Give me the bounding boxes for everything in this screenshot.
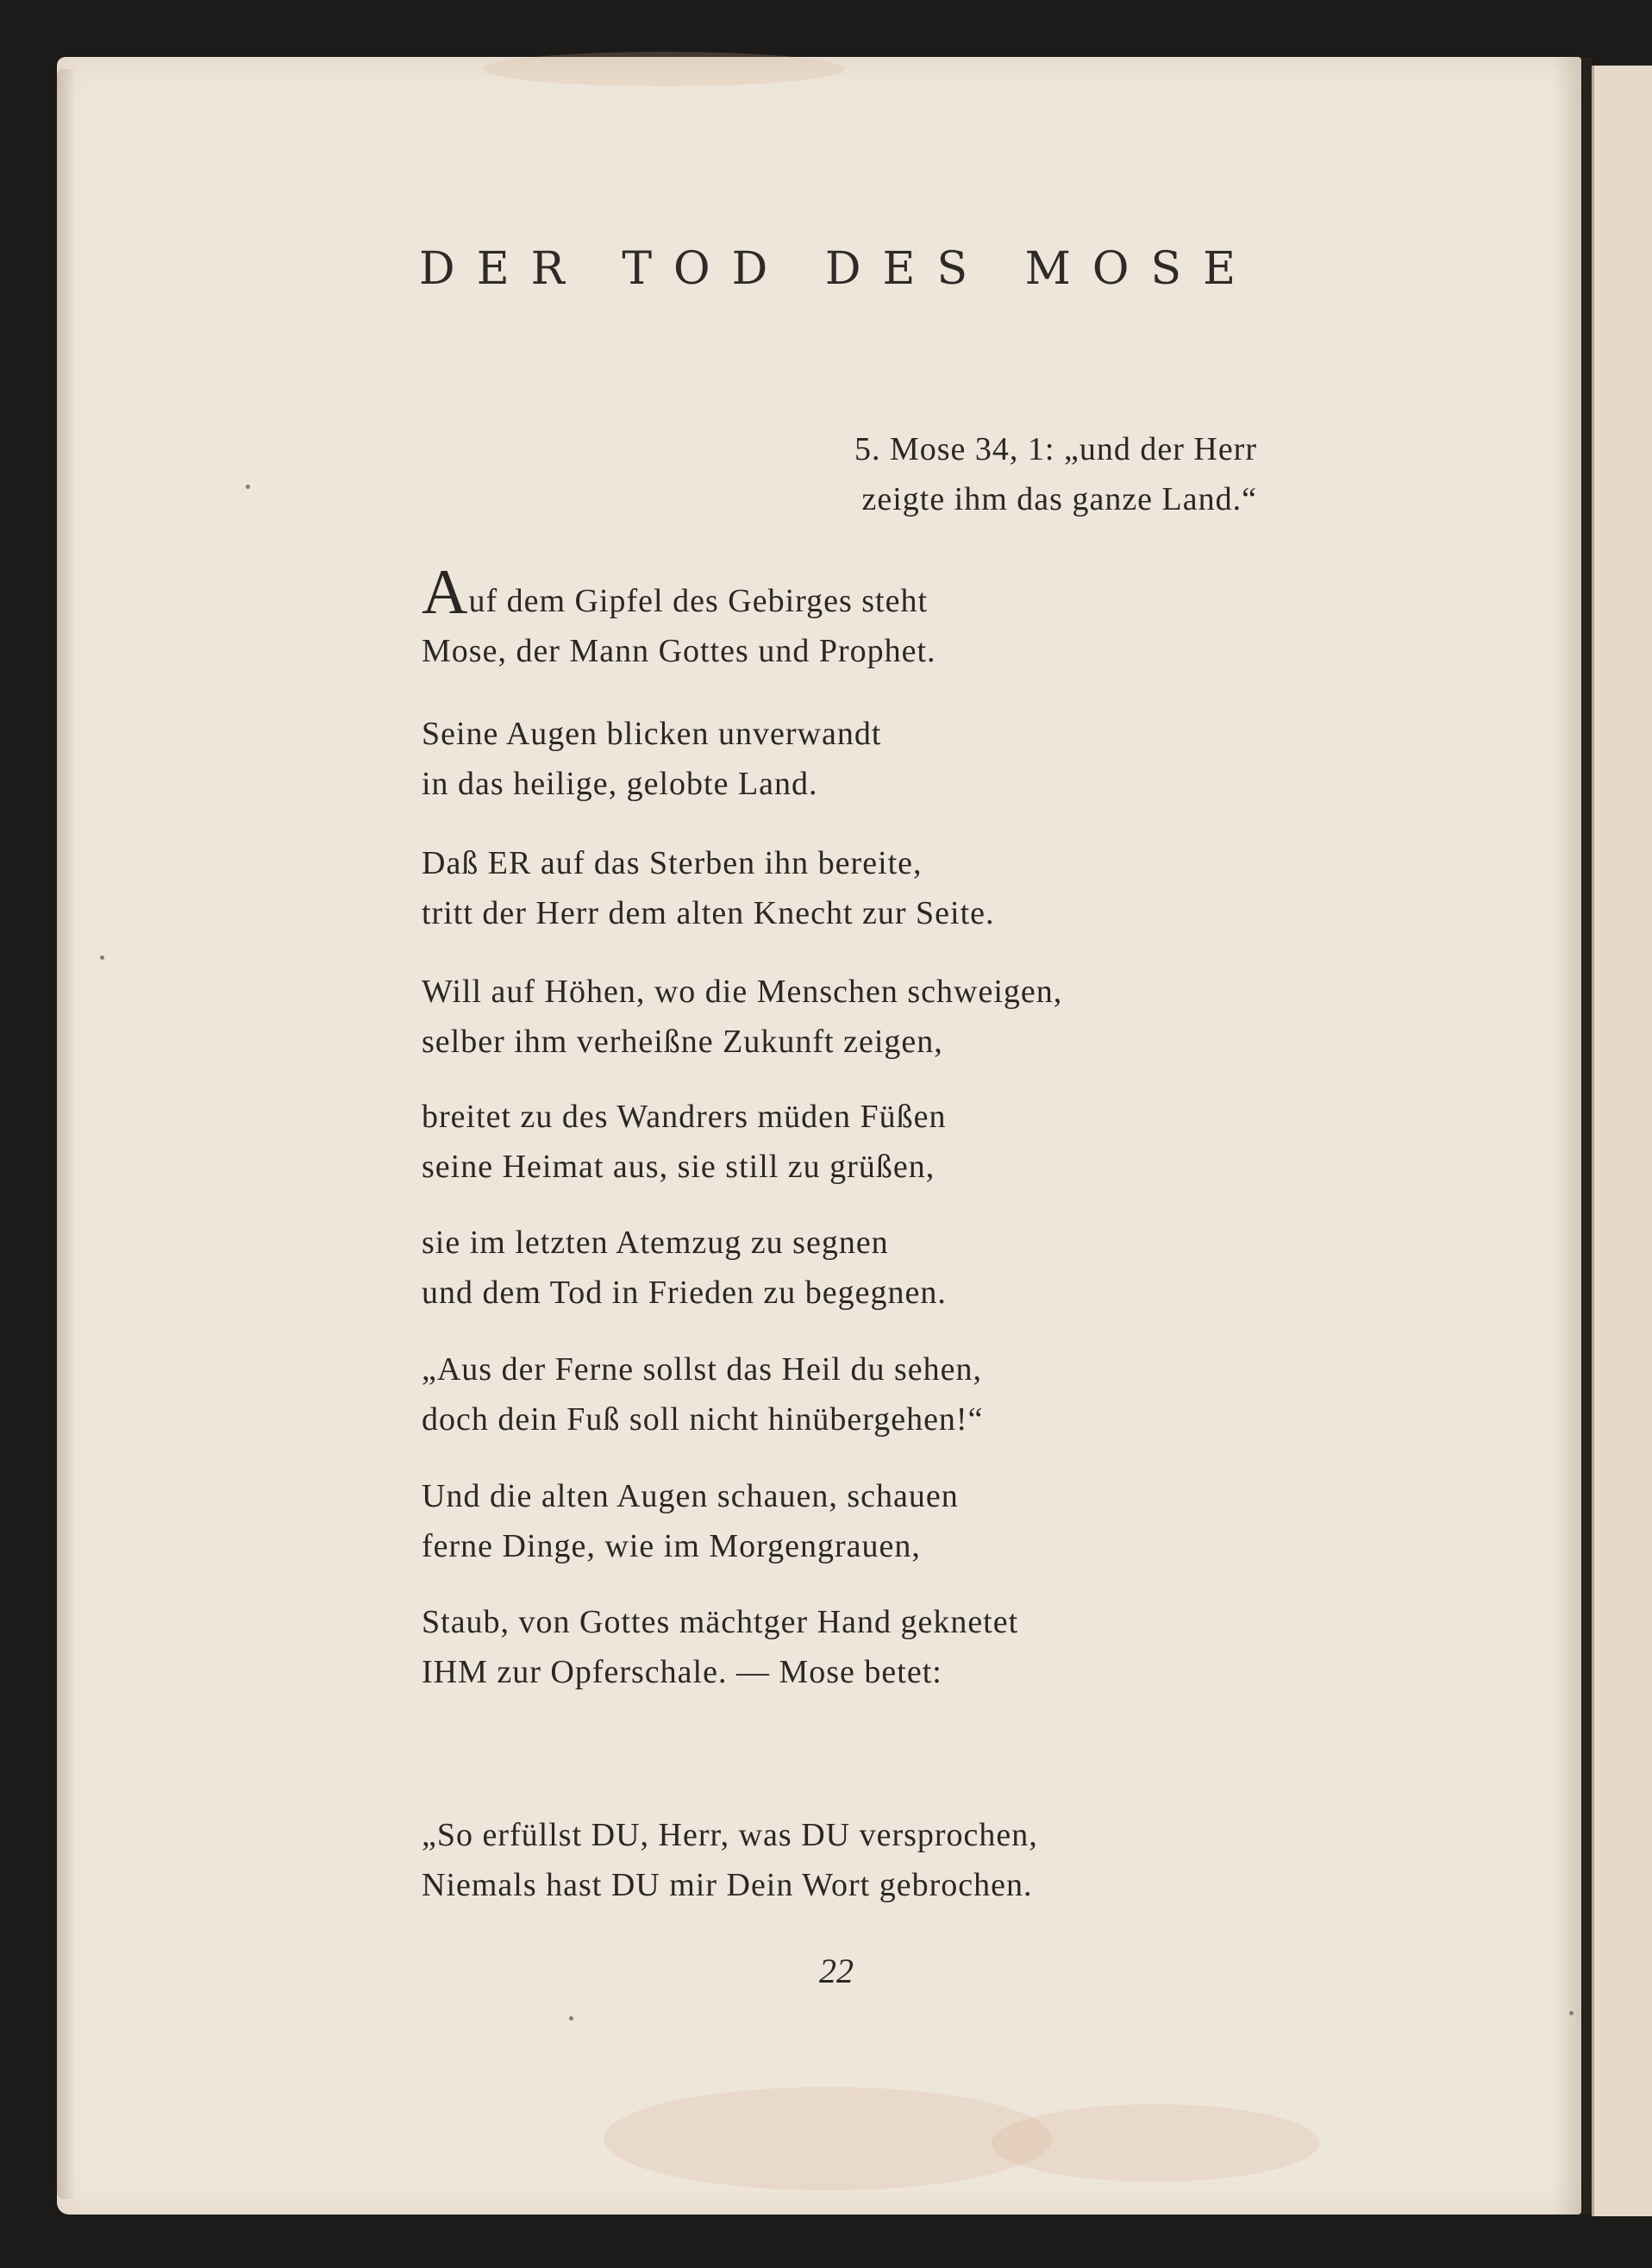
verse-line: selber ihm verheißne Zukunft zeigen, [422,1024,943,1060]
drop-cap: A [422,557,469,628]
stanza-2 [422,709,1284,809]
paper-speck [246,485,250,489]
stanza-5 [422,1092,1284,1192]
verse-line-text: uf dem Gipfel des Gebirges steht [468,583,929,619]
page-left-edge [57,69,76,2199]
stanza-4 [422,967,1284,1067]
stanza-9 [422,1597,1284,1697]
verse-line: sie im letzten Atemzug zu segnen [422,1225,889,1261]
verse-line: doch dein Fuß soll nicht hinübergehen!“ [422,1401,984,1438]
gutter-shadow [1552,57,1592,2215]
verse-line: Mose, der Mann Gottes und Prophet. [422,633,936,669]
paper-speck [1569,2011,1574,2015]
verse-line [422,557,1284,628]
verse-line: und dem Tod in Frieden zu begegnen. [422,1275,947,1311]
epigraph [774,424,1257,524]
paper-speck [569,2016,573,2021]
verse-line: „So erfüllst DU, Herr, was DU versprochen, [422,1817,1038,1853]
page-title: DER TOD DES MOSE [419,243,1258,295]
verse-line: Seine Augen blicken unverwandt [422,716,882,752]
verse-line: IHM zur Opferschale. — Mose betet: [422,1654,942,1690]
verse-line: tritt der Herr dem alten Knecht zur Seite. [422,895,995,931]
stanza-1 [422,557,1284,676]
paper-speck [100,955,104,960]
epigraph-line: zeigte ihm das ganze Land.“ [861,481,1257,517]
paper-stain [483,52,845,86]
verse-line: ferne Dinge, wie im Morgengrauen, [422,1528,921,1564]
verse-line: Staub, von Gottes mächtger Hand geknetet [422,1604,1019,1640]
paper-stain [604,2087,1052,2190]
verse-line: in das heilige, gelobte Land. [422,766,818,802]
verse-line: breitet zu des Wandrers müden Füßen [422,1099,947,1135]
adjacent-page-edge [1592,66,1652,2216]
verse-line: Will auf Höhen, wo die Menschen schweigen, [422,974,1063,1010]
verse-line: seine Heimat aus, sie still zu grüßen, [422,1149,936,1185]
stanza-8 [422,1471,1284,1571]
verse-line: Und die alten Augen schauen, schauen [422,1478,959,1514]
stanza-10 [422,1810,1284,1910]
stanza-3 [422,838,1284,938]
verse-line: „Aus der Ferne sollst das Heil du sehen, [422,1351,982,1388]
epigraph-line: 5. Mose 34, 1: „und der Herr [854,431,1257,467]
verse-line: Daß ER auf das Sterben ihn bereite, [422,845,923,881]
verse-line: Niemals hast DU mir Dein Wort gebrochen. [422,1867,1033,1903]
stanza-7 [422,1344,1284,1444]
page-number: 22 [819,1952,854,1990]
stanza-6 [422,1218,1284,1318]
paper-stain [992,2104,1319,2182]
